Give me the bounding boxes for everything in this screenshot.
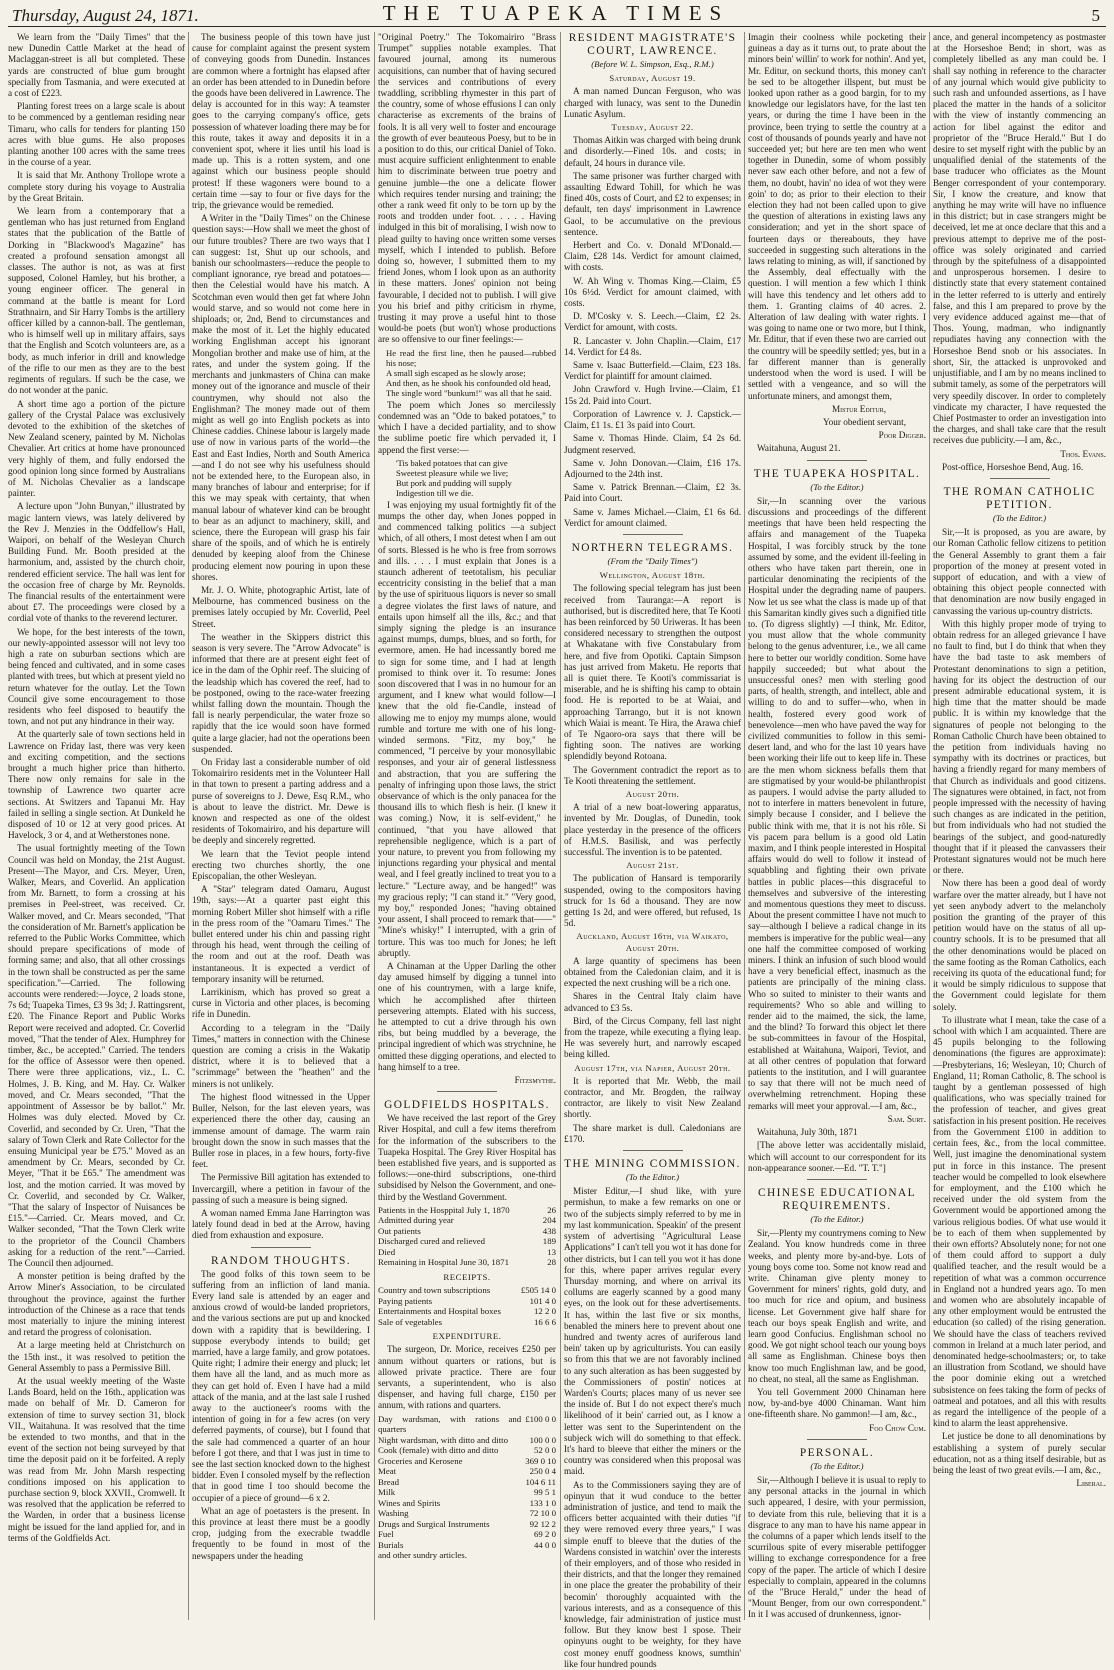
dateline: Saturday, August 19.: [609, 73, 696, 84]
telegram-paragraph: The share market is dull. Caledonians are £170.: [564, 1122, 741, 1144]
patients-table: [378, 1205, 556, 1268]
section-subheading: (To the Editor.): [810, 1213, 864, 1224]
court-paragraph: W. Ah Wing v. Thomas King.—Claim, £5 10s 6½d. Verdict for amount claimed, with costs.: [564, 275, 741, 309]
letter-paragraph: With this highly proper mode of trying to obtain redress for an alleged grievance I have no fault to find, but I do think that when they have the bad taste to ask members of Protestant denominations to sign a petition, having for its object the destruction of our present admirable educational system, it is high time that the matter should be made public. It is within my knowledge that the signatures of people not belonging to the Roman Catholic Church have been obtained to the petition from individuals having no sympathy with its doctrines or practices, but having a friendly regard for many members of that Church as individuals and good citizens. The signatures were obtained, in fact, not from people impressed with the necessity of having such changes as are indicated in the petition, but from individuals who had not studied the bearings of the subject, and good-naturedly thought that if it pleased the canvassers their Protestant signatures would not be much here or there.: [933, 618, 1106, 876]
news-paragraph: Larrikinism, which has proved so great a curse in Victoria and other places, is becoming rife in Dunedin.: [192, 987, 370, 1020]
letter-paragraph: Mister Editur,—I shud like, with yure permishun, to make a few remarks on one or two of the subjects simply referred to by me in my last kommunication. Speakin' of the present system of advertising "Agricultural Lease Applications" I can't tell you wot it has done for other districts, but I can tell you wot it has done for this, where paper arrives regular every Thursday morning, and where on arrival its collums are eagerly scanned by a good many eyes, on the look out for these advertisements. It has, within the last five or six months, benabled the miners here to prevent about one hundred and twenty acres of auriferous land bein' taken up by agriculturists. You can easily so from this that we are not favorably inclined to any such alteration as has been suggested by the Commissioners of postin' notices at Warden's Courts; places many of us never see the inside of. But I do not expect there's much likelihood of it bein' carried out, as I know a letter was sent to the Superintendent on the subjeck wich will do something to that effeck. It's hard to bleeve that either the miners or the country was considered when this proposal was maid.: [564, 1186, 741, 1477]
court-paragraph: Same v. John Donovan.—Claim, £16 17s. Adjourned to the 24th inst.: [564, 457, 741, 479]
news-paragraph: The highest flood witnessed in the Upper Buller, Nelson, for the last eleven years, was experienced there the other day, causing an immense amount of damage. The warm rain brought down the snow in such masses that the Buller rose in places, in a few hours, forty-five feet.: [192, 1091, 370, 1170]
column-6: [933, 32, 1106, 1620]
table-row: and other sundry articles.: [378, 1550, 467, 1561]
page-number: 5: [1091, 6, 1100, 25]
section-heading: THE TUAPEKA HOSPITAL.: [753, 467, 921, 480]
section-subheading: (Before W. L. Simpson, Esq., R.M.): [591, 59, 714, 69]
table-row: Night wardsman, with ditto and ditto 100 0 0: [378, 1434, 556, 1445]
section-heading: GOLDFIELDS HOSPITALS.: [384, 1099, 550, 1112]
article-paragraph: The poem which Jones so mercilessly condemned was an "Ode to baked potatoes," to which I have a decided partiality, and to show the sublime poetic fire which pervaded it, I append the first verse:—: [378, 399, 556, 455]
signature: Foo Chow Cum.: [869, 1422, 926, 1433]
court-paragraph: Thomas Aitkin was charged with being drunk and disorderly.—Fined 10s. and costs; in default, 24 hours in durance vile.: [564, 135, 741, 168]
poem-verse: 'Tis baked potatoes that can give Sweetest pleasure while we live; But pork and pudding will supply Indigestion till we die.: [396, 457, 512, 498]
court-paragraph: D. M'Cosky v. S. Leech.—Claim, £2 2s. Verdict for amount, with costs.: [564, 311, 741, 333]
table-row: Milk 99 5 1: [378, 1487, 556, 1498]
table-row: Burials 44 0 0: [378, 1539, 556, 1550]
masthead: [8, 1, 1106, 27]
table-row: Died 13: [378, 1246, 556, 1257]
news-paragraph: Planting forest trees on a large scale is about to be commenced by a gentleman residing near Timaru, who calls for tenders for planting 150 acres with blue gums. He also proposes planting another 100 acres with the same trees in the course of a year.: [8, 101, 185, 168]
dateline: August 20th.: [625, 788, 680, 799]
newspaper-title: THE TUAPEKA TIMES: [382, 1, 730, 25]
news-paragraph: A short time ago a portion of the picture gallery of the Crystal Palace was exclusively devoted to the exhibition of the sketches of New Zealand scenery, painted by M. Nicholas Chevalier. Art critics at home have pronounced very highly of them, and fully endorsed the good opinion long since formed by Australians of M. Nicholas Chevalier as a landscape painter.: [8, 398, 185, 499]
column-rule: [374, 32, 375, 1620]
section-subheading: (To the Editor.): [992, 512, 1047, 523]
letter-paragraph: Imagin their coolness while pocketing their guineas a day as it turns out, to prate about the minors bein' willin' to work for nothin'. And yet, Mr. Editur, on seckund thorts, this money can't be sed to be altogether illspent, but must be looked upon rather as a good bargin, for to my knowledge our legislators have, for the last ten years, or during the time I have been in the province, been trying to settle the country at a cost of thousands of pounds yearly and have not succeeded yet; but here are ten men who went together in Dunedin, some of whom possibly never saw each other before, and not a few of them, no doubt, havin' no idea of wot they were goin' to do; as prior to their election to their election they had not been called upon to give the question of alterations in existing laws any consideration; and yet in the short space of fourteen days or thereabouts, they have succeeded in suggesting such alterations in the laws relating to mining, as will, if sanctioned by the Assembly, deal effectually with the question. I will mention a few which I think will have this tendency and let others add to them. 1. Granting claims of 40 acres. 2. Alteration of law dealing with water rights. I was going to name one or two more, but I think, Mr. Editur, that if even these two are carried out the country will be speedily settled; yes, but in a far different manner than is generally understood when the word is used. I will be settled with a vengeance, and so will the unfortunate miners, and amongst them,: [748, 32, 926, 401]
column-1: [8, 32, 185, 1620]
letter-paragraph: ance, and general incompetency as postmaster at the Horseshoe Bend; in short, was as completely libelled as any man could be. I shall say nothing in reference to the character of any journal which would give publicity to such rash and unfounded assertions, as I have placed the matter in the hands of a solicitor with the view of instantly commencing an action for libel against the editor and proprietor of the "Bruce Herald." But I do desire to set myself right with the public by an unqualified denial of the statements of the base traducer who officiates as the Mount Benger correspondent of your contemporary. Sir, I know the creature, and know that anything he may write will have no influence in this district; but in case strangers might be deceived, let me at once declare that this and a previous attempt to deprive me of the post-office was solely originated and carried through by the spitefulness of a disappointed and unprosperous horsemen. I desire to distinctly state that every statement contained in the letter referred to is utterly and entirely false, and this I am prepared to prove by the very evidence adduced against me—that of Thos. Young, madman, who indignantly repudiates having any connection with the Horseshoe Bend snob or his associates. In short, Sir, the attacked is unprovoked and unjustifiable, and I am by no means inclined to submit tamely, as some of the perpetrators will very speedily discover. In order to completely vindicate my character, I have requested the Chief Postmaster to order an investigation into the charges, and shall take care that the result receives due publicity.—I am, &c.,: [933, 32, 1106, 446]
table-row: Bread 104 6 11: [378, 1476, 556, 1487]
receipts-table: [378, 1285, 556, 1327]
issue-date: Thursday, August 24, 1871.: [12, 6, 199, 25]
telegram-paragraph: Bird, of the Circus Company, fell last night from the trapeze, while executing a flying leap. He was severely hurt, and narrowly escaped being killed.: [564, 1015, 741, 1060]
news-paragraph: A Writer in the "Daily Times" on the Chinese question says:—How shall we meet the ghost of our future troubles? There are two ways that I can suggest: 1st, Shut up our schools, and banish our schoolmasters—reduce the people to compliant ignorance, rye bread and potatoes—then the Celestial would have his match. A Scotchman even would then get fat where John would starve, and so would not come here in shiploads; or, 2nd, Bend to circumstances and make the most of it. Let the highly educated working Englishman accept his ignorant Mongolian brother and make use of him, at the rates, and under the system going. If the merchants and junkmasters of China can make money out of the ignorance and muscle of their countrymen, why should not also the Englishman? The money made out of them might as well go into English pockets as into Chinese caddies. Chinese labour is largely made use of now in various parts of the world—the East and East Indies, North and South America—and I do not see why his usefulness should not be extended here, to the European also, in many branches of labour and enterprise; for if this we may speak with certainty, that when manual labour of whatever kind can be brought to bear as an adjunct to machinery, skill, and science, there the European will grasp his fair share of the spoils, and of which he is entirely denuded by keeping aloof from the Chinese producing element now pouring in upon these shores.: [192, 213, 370, 582]
table-row: Paying patients 101 4 0: [378, 1295, 556, 1306]
telegram-paragraph: The publication of Hansard is temporarily suspended, owing to the compositors having struck for 1s 6d a thousand. They are now getting 1s 2d, and were offered, but refused, 1s 5d.: [564, 873, 741, 929]
section-divider: [807, 1439, 867, 1440]
column-rule: [744, 32, 745, 1620]
letter-paragraph: To illustrate what I mean, take the case of a school with which I am acquainted. There are 45 pupils belonging to the following denominations (the figures are approximate):—Presbyterians, 16; Wesleyan, 10; Church of England, 11; Roman Catholic, 8. The school is taught by a gentleman possessed of high qualifications, who was specially trained for the profession of teacher, and gives great satisfaction in his present position. He receives from the Government £100 in addition to certain fees, &c., from the local committee. Well, just imagine the denominational system put in force in this instance. The present teacher would be compelled to look elsewhere for employment, and the £100 which he received under the old system from the Government would be apportioned among the various religious bodies. Of what use would it be to each of them when supplemented by their own efforts? Absolutely none; for not one of them could afford to support a duly qualified teacher, and the result would be a repetition of what was a common occurrence in England not a hundred years ago. To men and women who are absolutely incapable of any other employment would be entrusted the education (so called) of the rising generation. We should have the class of teachers revived common in Ireland at a much later period, and denominated hedge-schoolmasters; or, to take an illustration from Scotland, we should have the poor dominie eking out a wretched subsistence on fees taking the form of pecks of oatmeal and potatoes, and all this with results as regard the intelligence of the people of a kind to alarm the least apprehensive.: [933, 1014, 1106, 1429]
letter-place: Post-office, Horseshoe Bend, Aug. 16.: [942, 461, 1084, 472]
section-subheading: (To the Editor.): [810, 1460, 864, 1471]
table-row: Remaining in Hospital June 30, 1871 28: [378, 1257, 556, 1268]
court-paragraph: Herbert and Co. v. Donald M'Donald.—Claim, £28 14s. Verdict for amount claimed, with costs.: [564, 240, 741, 273]
table-row: Cook (female) with ditto and ditto 52 0 0: [378, 1445, 556, 1456]
telegram-paragraph: A large quantity of specimens has been obtained from the Caledonian claim, and it is expected the next crushing will be a rich one.: [564, 955, 741, 989]
news-paragraph: It is said that Mr. Anthony Trollope wrote a complete story during his voyage to Australia by the Great Britain.: [8, 170, 185, 203]
court-paragraph: Same v. Patrick Brennan.—Claim, £2 3s. Paid into Court.: [564, 482, 741, 504]
section-heading: RESIDENT MAGISTRATE'S COURT, LAWRENCE.: [568, 32, 737, 57]
section-divider: [807, 1179, 867, 1180]
news-paragraph: A woman named Emma Jane Harrington was lately found dead in bed at the Arrow, having died from exhaustion and exposure.: [192, 1207, 370, 1241]
letter-place: Waitahuna, August 21.: [757, 443, 841, 454]
dateline: Tuesday, August 22.: [611, 122, 694, 133]
news-paragraph: At the quarterly sale of town sections held in Lawrence on Friday last, there was very keen and exciting competition, and the sections brought a much higher price than hitherto. There now only remains for sale in the township of Lawrence two quarter acre sections. At Switzers and Tapanui Mr. Hay failed in selling a single section. At Dunkeld he disposed of 10 or 12 at very good prices. At Havelock, 3 or 4, and at Wetherstones none.: [8, 729, 185, 841]
section-divider: [251, 1247, 311, 1248]
poem-verse: He read the first line, then he paused—rubbed his nose; A small sigh escaped as he slowly arose; And then, as he shook his confounded old head, The single word "bunkum!" was all that he said.: [386, 347, 556, 398]
table-row: Entertainments and Hospital boxes 12 2 0: [378, 1306, 556, 1317]
dateline: August 21st.: [626, 860, 679, 871]
section-heading: CHINESE EDUCATIONAL REQUIREMENTS.: [758, 1186, 916, 1212]
section-subheading: (To the Editor.): [810, 481, 864, 492]
table-row: Fuel 69 2 0: [378, 1529, 556, 1540]
table-row: Admitted during year 204: [378, 1215, 556, 1226]
news-paragraph: We learn that the Teviot people intend erecting two churches shortly, the one Episcopalian, the other Wesleyan.: [192, 848, 370, 882]
table-row: Discharged cured and relieved 189: [378, 1236, 556, 1247]
signature: Fitzsmythe.: [514, 1075, 556, 1086]
court-paragraph: Same v. Isaac Butterfield.—Claim, £23 18s. Verdict for plaintiff for amount claimed.: [564, 360, 741, 382]
article-paragraph: What an age of poetasters is the present. In this province at least there must be a goodly crop, judging from the execrable twaddle frequently to be found in most of the newspapers under the heading: [192, 1505, 370, 1561]
section-subheading: (From the "Daily Times"): [607, 555, 698, 566]
news-paragraph: On Friday last a considerable number of old Tokomairiro residents met in the Volunteer Hall in that town to present a parting address and a purse of sovereigns to J. Dewe, Esq R.M., who is about to leave the district. Mr. Dewe is known and respected as one of the oldest residents of Tokomairiro, and his departure will be deeply and sincerely regretted.: [192, 757, 370, 846]
news-paragraph: The weather in the Skippers district this season is very severe. The "Arrow Advocate" is informed that there are at present eight feet of ice in the dam of the Ophir reef. The sluicing of the leadship which has covered the reef, had to be postponed, owing to the race-water freezing whilst falling down the mountain. Though the fall is nearly perpendicular, the water froze so rapidly that the ice would soon have formed quite a large glacier, had not the operations been suspended.: [192, 631, 370, 754]
expenditure-table: [378, 1414, 556, 1561]
section-heading: RANDOM THOUGHTS.: [211, 1254, 351, 1267]
signature: Thos. Evans.: [1060, 448, 1106, 459]
telegram-paragraph: Shares in the Central Italy claim have advanced to £3 5s.: [564, 991, 741, 1013]
telegram-paragraph: The Government contradict the report as to Te Kooti threatening the settlement.: [564, 764, 741, 786]
article-paragraph: I was enjoying my usual fortnightly fit of the mumps the other day, when Jones popped in and commenced talking politics —a subject which, of all others, I most detest when I am out of sorts. Blessed is he who is free from sorrows and ills. . . . I must explain that Jones is a staunch adherent of teetotalism, his peculiar eccentricity consisting in the belief that a man by the use of spirituous liquors is never so small a degree violates the first laws of nature, and entails upon himself all the ills, &c.; and that simply signing the pledge is an insurance against mumps, dumps, blues, and so forth, for evermore, amen. He had incessantly bored me to sign for some time, and I had at length promised to think over it. To resume: Jones soon discovered that I was in no humour for an argument, and I knew what would follow—I knew that the old fie-Candle, instead of allowing me to enjoy my mumps alone, would rumble and torture me with one of his long-winded sermons. "Fitz, my boy," he commenced, "I perceive by your monosyllabic responses, and your air of general listlessness and abstraction, that you are suffering the penalty of infringing upon those laws, the strict observance of which is the only panacea for the thousand ills to which flesh is heir. (I knew it was coming.) Now, it is self-evident," he continued, "that you have allowed that reprehensible negligence, which is a part of your nature, to prevent you from following my injunctions regarding your physical and mental weal, and I feel greatly inclined to treat you to a lecture." "Lecture away, and be hanged!" was my gracious reply; "I can stand it." "Very good, my boy," responded Jones; "having obtained your assent, I shall proceed to remark that——" "Mine's whisky!" I interrupted, with a grin of torture. This was too much for Jones; he left abruptly.: [378, 499, 556, 958]
table-row: Drugs and Surgical Instruments 92 12 2: [378, 1518, 556, 1529]
column-rule: [560, 32, 561, 1620]
table-row: Patients in the Hosppital July 1, 1870 26: [378, 1204, 556, 1215]
letter-paragraph: Sir,—Although I believe it is usual to reply to any personal attacks in the journal in which such appeared, I desire, with your permission, to deviate from this rule, believing that it is a disgrace to any man to have his name appear in the columns of a paper which lends itself to the scurrilous spite of every miserable pettifogger willing to exchange correspondence for a free copy of the paper. The article of which I desire especially to complain, appeared in the columns of the "Bruce Herald," under the head of "Mount Benger, from our own correspondent." In it I was accused of drunkenness, ignor-: [748, 1474, 926, 1620]
letter-paragraph: You tell Government 2000 Chinaman here now, by-and-bye 4000 Chinaman. Want him one-fifteenth share. No gammon!—I am, &c.,: [748, 1386, 926, 1420]
letter-paragraph: Sir,—Plenty my countrymens coming to New Zealand. You know hundreds come in three weeks, and plenty more by-and-bye. Lots of young boys come too. Some not know read and write. Chinaman give plenty money to Government for miners' rights, gold duty, and too much for rice and opium, and business license. Let Government give half share for teach our boys speak English and write, and learn good Confucius. Englishman school no good. We got night school teach our young boys all same as Englishman. Chinese boys then know too much Englishman law, and be good, no cheat, no steal, all the same as Englishman.: [748, 1228, 926, 1384]
letter-paragraph: Now there has been a good deal of wordy warfare over the matter already, but I have not yet seen anybody advert to the melancholy position the granting of the prayer of this petition would have on the status of all up-country schools. It is to be presumed that all the other denominations would be placed on the same footing as the Roman Catholics, each receiving its quota of the educational fund; for it would be simply ridiculous to suppose that the Government could legislate for them solely.: [933, 878, 1106, 1012]
table-row: Out patients 438: [378, 1225, 556, 1236]
signature: Liberal.: [1076, 1478, 1106, 1489]
section-heading: THE ROMAN CATHOLIC PETITION.: [943, 485, 1096, 511]
section-subheading: (To the Editor.): [625, 1172, 680, 1183]
table-row: Meat 250 0 4: [378, 1466, 556, 1477]
table-row: Groceries and Kerosene 369 0 10: [378, 1455, 556, 1466]
column-5: [748, 32, 926, 1620]
column-3: [378, 32, 556, 1620]
table-row: Washing 72 10 0: [378, 1508, 556, 1519]
table-row: Day wardsman, with rations and quarters £100 0 0: [378, 1413, 556, 1435]
table-row: Country and town subscriptions £505 14 0: [378, 1285, 556, 1296]
letter-paragraph: Let justice be done to all denominations by establishing a system of purely secular education, not as a thing itself desirable, but as being the least of two great evils.—I am, &c.,: [933, 1431, 1106, 1475]
court-paragraph: A man named Duncan Ferguson, who was charged with lunacy, was sent to the Dunedin Lunatic Asylum.: [564, 86, 741, 119]
news-paragraph: A monster petition is being drafted by the Arrow Miner's Association, to be circulated throughout the province, against the further introduction of the Chinese as a race that tends most materially to injure the mining interest and retard the progress of colonisation.: [8, 1271, 185, 1338]
court-paragraph: John Crawford v. Hugh Irvine.—Claim, £1 15s 2d. Paid into Court.: [564, 384, 741, 406]
court-paragraph: Same v. Thomas Hinde. Claim, £4 2s 6d. Judgment reserved.: [564, 433, 741, 455]
article-paragraph: We have received the last report of the Grey River Hospital, and cull a few items therefrom for the information of the subscribers to the Tuapeka Hospital. The Grey River Hospital has been established five years, and is supported as follows:—one-third subscriptions, one-third subsidised by Nelson the Government, and one-third by the Westland Government.: [378, 1113, 556, 1202]
section-divider: [807, 460, 867, 461]
article-paragraph: The good folks of this town seem to be suffering from an infliction of land mania. Every land sale is attended by an eager and anxious crowd of would-be landed proprietors, and the various sections are put up and knocked down with a rapidity that is bewildering. I suppose everybody intends to build; get married, have a large family, and grow potatoes. Quite right; I admire their energy and pluck; let them have all the land, and as much more as they can get hold of. Even I have had a mild attack of the mania, and at the last sale I rushed away to the auctioneer's rooms with the intention of going in for a few acres (on very deferred payments, of course), but I found that the sale had commenced a quarter of an hour before I got there, and that I was just in time to see the last section knocked down to the highest bidder. Even I consoled myself by the reflection that in good time I too should become the occupier of a piece of ground—6 x 2.: [192, 1268, 370, 1503]
letter-paragraph: Sir,—In scanning over the various discussions and proceedings of the different meetings that have been held respecting the affairs and management of the Tuapeka Hospital, I was forcibly struck by the tone assumed by some, and the evident ill-feeling in others who have taken part therein, one in particular denominating the recipients of the Hospital under the degrading name of paupers. Now let us see what the class is made up of that this Samaritan kindly gives such a dignified title to. (To digress slightly) —I think, Mr. Editor, you must allow that the whole community belong to the genus adventurer, i.e., we all came here to better our worldly condition. Some have happily succeeded; but what about the unsuccessful ones? men with sterling good parts, of health, strength, and intellect, able and willing to do and to suffer—who, when in health, fostered every good work of benevolence—men who have paved the way for civilized communities to follow in this semi-desert land, and who for the last 10 years have been working their life out to keep life in. These are the men whom sickness befalls them that are stigmatised by your would-be philanthropist as paupers. I would advise the party alluded to not to interfere in matters benevolent in future, simply because I consider, and I believe the public think with me, that it is not his rôle. Si vis pacem para bellum is a good old Latin maxim, and I think people interested in Hospital affairs would do well to follow it instead of squabbling and fighting their own private battles in public places—this disgraceful to themselves and subversive of the interesting and momentous questions they meet to discuss. About the present committee I have not much to say—although I believe a radical change in its members is imperative for the public weal—any one half the committee composed of working miners. I think an infusion of such blood would have a very beneficial effect, inasmuch as the patients are principally of the mining class. Who so suited to minister to their wants and requirements? Who so able and willing to render aid to the maimed, the sick, the lame, and the blind? To forward this object let there be sub-committees in favour of the Hospital, established at Waitahuna, Waipori, Teviot, and at all other centres of population that forward patients to the institution, and I will guarantee to say that there will not be much need of overwhelming retrenchment. Hoping these remarks will meet your approval.—I am, &c.,: [748, 495, 926, 1111]
signature: Mistur Editur,: [831, 403, 886, 414]
article-paragraph: The surgeon, Dr. Morice, receives £250 per annum without quarters or rations, but is allowed private practice. There are four servants, a superintendent, who is also dispenser, and having full charge, £150 per annum, with rations and quarters.: [378, 1344, 556, 1411]
court-paragraph: Same v. James Michael.—Claim, £1 6s 6d. Verdict for amount claimed.: [564, 506, 741, 528]
telegram-paragraph: It is reported that Mr. Webb, the mail contractor, and Mr. Brogden, the railway contractor, are likely to visit New Zealand shortly.: [564, 1075, 741, 1120]
column-rule: [929, 32, 930, 1620]
section-divider: [990, 478, 1050, 479]
section-divider: [437, 1091, 497, 1092]
section-divider: [623, 1150, 683, 1151]
court-paragraph: The same prisoner was further charged with assaulting Edward Tohill, for which he was fined 40s, costs of Court, and £2 to expenses; in default, ten days' imprisonment in Lawrence Gaol, to be accumulative on the previous sentence.: [564, 170, 741, 237]
letter-paragraph: As to the Commissioners saying they are of opinyun that it wud conduce to the better administration of justice, and tend to maik the officers better acquainted with their duties "if they were removed every three years," I was simple enuff to bleeve that the duties of the Wardens consisted in watchin' over the interests of their employers, and of those who resided in their districts, and that the longer they remained in one place the greater the probability of their becomin' thoroughly acquainted with the various interests, and as a consequence of this knowledge, fair administration of justice must follow. But they know best I spose. Their opinyuns ought to be weighty, for they have cost money enuff goodness knows, sumthin' like four hundred pounds: [564, 1479, 741, 1669]
news-paragraph: We learn from a contemporary that a gentleman who has just returned from England states that the publication of the Battle of Dorking in "Blackwood's Magazine" has created a profound sensation amongst all classes. The author is not, as was at first supposed, Colonel Hamley, but his brother, a young engineer officer. The general in command at the battle is meant for Lord Strathnairn, and Sir Harry Tombs is the artillery officer killed by a cannon-ball. The gentleman, who is himself well up in military affairs, says that the English and Scotch volunteers are, as a body, as much inferior in drill and knowledge of the rifle to our men as they are to the best regiments of regulars. If such be the case, we do not wonder at the panic.: [8, 206, 185, 396]
letter-paragraph: Sir,—It is proposed, as you are aware, by our Roman Catholic fellow citizens to petition the General Assembly to grant them a fair proportion of the money at present voted in support of education, and with a view of obtaining this object people connected with that denomination are now busily engaged in canvassing the various up-country districts.: [933, 527, 1106, 616]
court-paragraph: R. Lancaster v. John Chaplin.—Claim, £17 14. Verdict for £4 8s.: [564, 335, 741, 357]
table-row: Wines and Spirits 133 1 0: [378, 1497, 556, 1508]
columns: [8, 32, 1106, 1669]
signature: Sam. Surt.: [887, 1113, 926, 1124]
news-paragraph: At the usual weekly meeting of the Waste Lands Board, held on the 16th., application was made on behalf of Mr. D. Cameron for extension of time to survey section 31, block VII., Waitahuna. It was resolved that the time be extended to two months, and that in the event of the section not being surveyed by that time the deposit paid on it be forfeited. A reply was read from Mr. John Marsh respecting conditions imposed on his application to purchase section 9, block XXVII., Cromwell. It was resolved that the application be referred to the Warden, in order that a business license might be issued for the land applied for, and in terms of the Goldfields Act.: [8, 1375, 185, 1543]
news-paragraph: The usual fortnightly meeting of the Town Council was held on Monday, the 21st August. Present—The Mayor, and Crs. Meyer, Uren, Walker, Mears, and Coverlid. An application from Mr. Barnett, to form a crossing at his premises in Peel-street, was received. Cr. Walker moved, and Cr. Mears seconded, "That the consideration of Mr. Barnett's application be referred to the Public Works Committee, which should prepare specifications of mode of forming same; and also, that all other crossings in the town shall be constructed as per the same specification."—Carried. The following accounts were rendered:—Joyce, 2 loads stone, 7s 6d; Tuapeka Times, £3 9s 3d; J. Rattingsrent, £20. The Finance Report and Public Works Report were received and adopted. Cr. Coverlid moved, "That the tender of Alex. Humphrey for timber, &c., be accepted." Carried. The tenders for the office of Assessor were then opened. There were three applications, viz., L. C. Holmes, J. B. King, and M. Hay. Cr. Walker moved, and Cr. Mears seconded, "That the appointment of Assessor be by ballot." Mr. Holmes was duly elected. Moved by Cr. Coverlid, and seconded by Cr. Uren, "That the salary of Town Clerk and Rate Collector for the ensuing Municipal year be £75." Moved as an amendment by Cr. Mears, seconded by Cr. Meyer, "That it be £65." The amendment was lost, and the motion carried. It was moved by Cr. Coverlid, and seconded by Cr. Walker, "That the salary of Inspector of Nuisances be £15."—Carried. Cr. Mears moved, and Cr. Walker seconded, "That the Town Clerk write to the proprietor of the Council Chambers asking for a reduction of the rent."—Carried. The Council then adjourned.: [8, 843, 185, 1268]
section-heading: PERSONAL.: [799, 1446, 875, 1459]
news-paragraph: We hope, for the best interests of the town, our newly-appointed assessor will not levy too high a rate on suburban sections which are being fenced and cultivated, and in some cases planted with trees, but which at present yield no return whatever for the outlay. Let the Town Council give some encouragement to those residents who feel disposed to beautify the town, and not put any hindrance in their way.: [8, 626, 185, 727]
news-paragraph: A lecture upon "John Bunyan," illustrated by magic lantern views, was lately delivered by the Rev J. Menzies in the Oddfellow's Hall, Waipori, on behalf of the Wesleyan Church Building Fund. Mr. Booth presided at the harmonium, and, assisted by the church choir, rendered efficient service. The hall was lent for the occasion free of charge by Mr. Reynolds. The financial results of the entertainment were about £7. The proceedings were closed by a cordial vote of thanks to the reverend lecturer.: [8, 501, 185, 624]
dateline: Wellington, August 18th.: [599, 570, 706, 581]
news-paragraph: According to a telegram in the "Daily Times," matters in connection with the Chinese question are coming a crisis in the Wakatip district, where it is to believed that a "scrimmage" between the "heathen" and the miners is not unlikely.: [192, 1022, 370, 1089]
dateline: August 17th, via Napier, August 20th.: [574, 1062, 731, 1073]
section-heading: THE MINING COMMISSION.: [564, 1158, 741, 1171]
signature: Poor Digger.: [878, 430, 926, 441]
table-heading: EXPENDITURE.: [432, 1331, 502, 1342]
table-heading: RECEIPTS.: [443, 1271, 491, 1282]
column-rule: [188, 32, 189, 1620]
table-row: Sale of vegetables 16 6 6: [378, 1316, 556, 1327]
news-paragraph: At a large meeting held at Christchurch on the 15th inst., it was resolved to petition the General Assembly to pass a Permissive Bill.: [8, 1340, 185, 1373]
news-paragraph: The Permissive Bill agitation has extended to Invercargill, where a petition in favour of the passing of such a measure is being signed.: [192, 1172, 370, 1205]
article-paragraph: A Chinaman at the Upper Darling the other day amused himself by digging a tunnel into one of his countrymen, with a large knife, which he accomplished after thirteen persevering attempts. Elated with his success, he attempted to cut a drive through his own ribs, but being muddled by a beverage, the principal ingredient of which was strychnine, he omitted these digging operations, and elected to hang himself to a tree.: [378, 961, 556, 1072]
court-paragraph: Corporation of Lawrence v. J. Capstick.—Claim, £1 1s. £1 3s paid into Court.: [564, 408, 741, 431]
signature: Your obedient servant,: [822, 416, 906, 427]
article-paragraph: "Original Poetry." The Tokomairiro "Brass Trumpet" supplies notable examples. That favoured journal, among its numerous acquisitions, can number that of having secured the services and contributions of every twaddling, scribbling rhymester in this part of the country, some of whose effusions I can only characterise as excrements of the brains of fools. It is all very well to foster and encourage the growth of ever beauteous Poesy, but to be in a position to do this, our critical Daniel of Toko. must acquire sufficient enlightenment to enable him to discriminate between true poetry and genuine jumble—the one a delicate flower which requires tender nursing and training; the other a rank weed fit only to be torn up by the roots and trodden under foot. . . . . Having indulged in this bit of moralising, I wish now to plead guilty to having once written some verses myself, which I intended to publish. Before doing so, however, I submitted them to my friend Jones, whom I look upon as an authority in these matters. Jones' opinion not being favourable, I decided not to publish. I will give you his brief and pithy criticism in rhyme, trusting it may prove a useful hint to those would-be poets (but won't) whose productions are so offensive to our finer feelings:—: [378, 32, 556, 345]
letter-place: Waitahuna, July 30th, 1871: [757, 1127, 858, 1138]
dateline: Auckland, August 16th, via Waikato, August 20th.: [576, 931, 729, 953]
news-paragraph: A "Star" telegram dated Oamaru, August 19th, says:—At a quarter past eight this morning Robert Miller shot himself with a rifle in the press room of the "Oamaru Times." The bullet entered under his chin and passing right through his head, went through the ceiling of the room and out at the roof. Death was instantaneous. It is expected a verdict of temporary insanity will be returned.: [192, 884, 370, 984]
news-paragraph: We learn from the "Daily Times" that the new Dunedin Cattle Market at the head of Maclaggan-street is all but completed. These yards are constructed of blue gum brought specially from Tasmania, and were executed at a cost of £223.: [8, 32, 185, 99]
news-paragraph: Mr. J. O. White, photographic Artist, late of Melbourne, has commenced business on the premises lately occupied by Mr. Coverlid, Peel Street.: [192, 584, 370, 629]
section-divider: [623, 534, 683, 535]
section-heading: NORTHERN TELEGRAMS.: [571, 541, 734, 554]
editor-note: [The above letter was accidentally mislaid, which will account to our correspondent for its non-appearance sooner.—Ed. "T. T."]: [748, 1140, 926, 1173]
telegram-paragraph: The following special telegram has just been received from Tauranga:—A report is authorised, but is discredited here, that Te Kooti has been reinforced by 50 Uriweras. It has been considered necessary to strengthen the outpost at Whakatane with five Constabulary from here, and five from Opotiki. Captain Simpson has just arrived from Maketu. He reports that all is quiet there. Te Kooti's commissariat is miserable, and he is shifting his camp to obtain food. He is reported to be at Waiai, and approaching Tarrango, but it is not known which Waiai is meant. Te Hira, the Arawa chief of Te Ngaoro-ora says that there will be fighting soon. The natives are working splendidly beyond Rotoana.: [564, 583, 741, 762]
telegram-paragraph: A trial of a new boat-lowering apparatus, invented by Mr. Douglas, of Dunedin, took place yesterday in the presence of the officers of H.M.S. Basilisk, and was perfectly successful. The invention is to be patented.: [564, 802, 741, 857]
column-4: [564, 32, 741, 1669]
news-paragraph: The business people of this town have just cause for complaint against the present system of conveying goods from Dunedin. Instances are common where a fortnight has elapsed after an order has been attended to in Dunedin before the goods have been delivered in Lawrence. The delay is accounted for in this way: A teamster goes to the carrying company's office, gets possession of whatever loading there may be for this route, takes it away and deposits it in a convenient spot, where it lies until his load is made up. This is a rotten system, and one against which our business people should protest! If these wagoners were bound to a certain time —say to four or five days for the trip, the grievance would be remedied.: [192, 32, 370, 211]
column-2: [192, 32, 370, 1620]
